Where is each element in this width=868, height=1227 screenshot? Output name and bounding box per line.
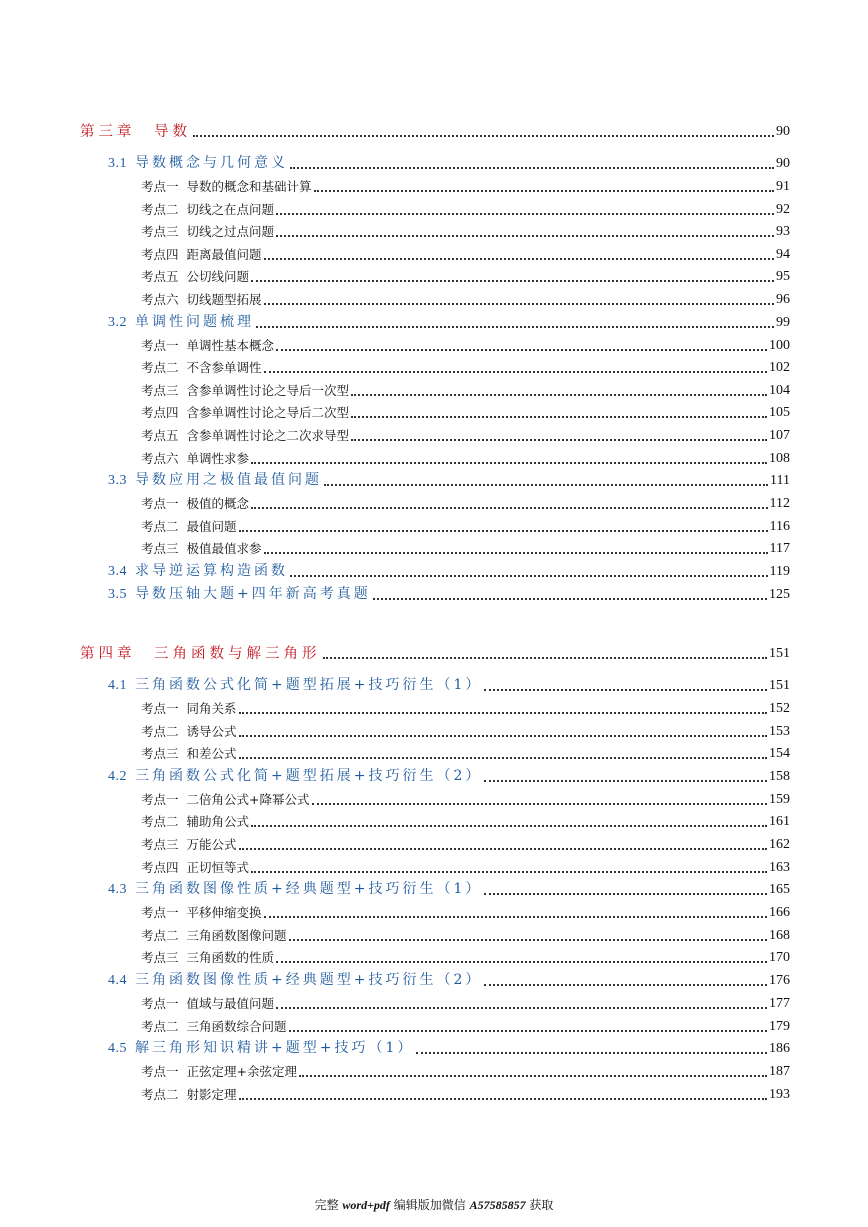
dot-leader xyxy=(276,349,767,351)
exam-point-entry[interactable] xyxy=(141,425,790,445)
section-page-number: 158 xyxy=(769,768,790,784)
section-number: 4.5 xyxy=(108,1041,127,1057)
dot-leader xyxy=(256,326,774,328)
exam-point-title: 正弦定理+余弦定理 xyxy=(186,1064,297,1080)
exam-point-page-number: 112 xyxy=(769,496,790,512)
section-title: 单调性问题梳理 xyxy=(135,313,254,330)
dot-leader xyxy=(239,757,767,759)
section-title: 导数应用之极值最值问题 xyxy=(135,472,322,489)
exam-point-title: 切线题型拓展 xyxy=(186,292,262,307)
exam-point-page-number: 170 xyxy=(769,950,790,966)
section-page-number: 186 xyxy=(769,1041,790,1057)
exam-point-page-number: 105 xyxy=(769,405,790,421)
section-number: 3.4 xyxy=(108,564,127,579)
dot-leader xyxy=(251,507,767,509)
exam-point-tag: 考点二 xyxy=(141,723,179,739)
dot-leader xyxy=(276,213,774,215)
exam-point-label xyxy=(141,337,274,355)
exam-point-tag: 考点二 xyxy=(141,1086,179,1102)
exam-point-page-number: 93 xyxy=(776,224,790,240)
section-label xyxy=(108,154,288,173)
exam-point-label xyxy=(141,518,237,536)
exam-point-tag: 考点一 xyxy=(141,996,179,1011)
section-page-number: 176 xyxy=(769,973,790,988)
exam-point-tag: 考点二 xyxy=(141,360,179,376)
section-label xyxy=(108,313,254,332)
dot-leader xyxy=(264,552,768,554)
section-entry[interactable] xyxy=(108,970,790,990)
footer-wechat-id: A57585857 xyxy=(469,1198,526,1212)
exam-point-entry[interactable] xyxy=(141,1016,790,1036)
dot-leader xyxy=(324,484,768,486)
exam-point-label xyxy=(141,949,274,967)
section-title: 三角函数图像性质+经典题型+技巧衍生（2） xyxy=(135,972,483,988)
exam-point-entry[interactable] xyxy=(141,516,790,536)
footer-post: 获取 xyxy=(525,1198,554,1212)
exam-point-label xyxy=(141,995,274,1013)
exam-point-tag: 考点二 xyxy=(141,814,179,830)
section-number: 4.2 xyxy=(108,768,127,784)
section-label xyxy=(108,562,288,581)
dot-leader xyxy=(290,575,768,577)
exam-point-tag: 考点三 xyxy=(141,837,179,852)
exam-point-page-number: 161 xyxy=(769,814,790,830)
exam-point-tag: 考点一 xyxy=(141,337,179,353)
exam-point-page-number: 187 xyxy=(769,1064,790,1080)
dot-leader xyxy=(276,961,767,963)
footer-mid: 编辑版加微信 xyxy=(389,1198,470,1212)
dot-leader xyxy=(289,1030,767,1032)
section-label xyxy=(108,676,482,695)
dot-leader xyxy=(351,394,767,396)
dot-leader xyxy=(290,167,774,169)
exam-point-tag: 考点一 xyxy=(141,179,179,194)
exam-point-page-number: 177 xyxy=(769,996,790,1011)
exam-point-title: 最值问题 xyxy=(186,518,237,534)
exam-point-page-number: 168 xyxy=(769,927,790,943)
exam-point-tag: 考点一 xyxy=(141,1064,179,1080)
footer-note xyxy=(0,1196,868,1213)
exam-point-title: 切线之过点问题 xyxy=(186,224,275,240)
exam-point-label xyxy=(141,382,349,400)
dot-leader xyxy=(484,780,767,782)
section-entry[interactable] xyxy=(108,879,790,899)
exam-point-entry[interactable] xyxy=(141,925,790,945)
dot-leader xyxy=(193,135,774,137)
section-entry[interactable] xyxy=(108,1038,790,1058)
exam-point-title: 辅助角公式 xyxy=(186,814,250,830)
section-title: 求导逆运算构造函数 xyxy=(135,563,288,579)
section-label xyxy=(108,1039,414,1058)
section-page-number: 151 xyxy=(769,678,790,693)
exam-point-label xyxy=(141,495,249,513)
exam-point-title: 三角函数综合问题 xyxy=(186,1018,287,1034)
section-entry[interactable] xyxy=(108,561,790,581)
dot-leader xyxy=(314,190,774,192)
exam-point-tag: 考点一 xyxy=(141,701,179,716)
exam-point-entry[interactable] xyxy=(141,1061,790,1081)
exam-point-label xyxy=(141,268,249,286)
exam-point-title: 二倍角公式+降幂公式 xyxy=(186,791,310,807)
section-title: 解三角形知识精讲+题型+技巧（1） xyxy=(135,1040,415,1057)
exam-point-page-number: 95 xyxy=(776,269,790,285)
dot-leader xyxy=(484,689,767,691)
exam-point-label xyxy=(141,223,274,241)
exam-point-title: 极值最值求参 xyxy=(186,541,262,557)
exam-point-title: 单调性基本概念 xyxy=(186,337,275,353)
section-page-number: 90 xyxy=(776,156,790,171)
exam-point-tag: 考点五 xyxy=(141,428,179,443)
section-title: 三角函数图像性质+经典题型+技巧衍生（1） xyxy=(135,881,483,898)
exam-point-page-number: 104 xyxy=(769,382,790,398)
section-page-number: 165 xyxy=(769,882,790,898)
dot-leader xyxy=(251,871,767,873)
chapter-entry[interactable] xyxy=(80,643,790,663)
exam-point-title: 含参单调性讨论之二次求导型 xyxy=(186,428,350,443)
exam-point-entry[interactable] xyxy=(141,1084,790,1104)
exam-point-title: 诱导公式 xyxy=(186,723,237,739)
section-label xyxy=(108,471,322,490)
dot-leader xyxy=(484,893,767,895)
exam-point-page-number: 96 xyxy=(776,292,790,307)
section-title: 三角函数公式化简+题型拓展+技巧衍生（2） xyxy=(135,767,483,784)
exam-point-label xyxy=(141,404,349,422)
exam-point-entry[interactable] xyxy=(141,902,790,922)
footer-emphasis: word+pdf xyxy=(342,1198,390,1212)
dot-leader xyxy=(251,825,767,827)
exam-point-title: 值域与最值问题 xyxy=(186,996,275,1011)
exam-point-tag: 考点四 xyxy=(141,405,179,421)
dot-leader xyxy=(264,258,774,260)
section-number: 3.5 xyxy=(108,587,127,602)
dot-leader xyxy=(264,371,767,373)
exam-point-entry[interactable] xyxy=(141,493,790,513)
dot-leader xyxy=(264,303,774,305)
dot-leader xyxy=(373,598,767,600)
dot-leader xyxy=(276,235,774,237)
footer-pre: 完整 xyxy=(314,1198,343,1212)
section-label xyxy=(108,971,482,990)
chapter-entry[interactable] xyxy=(80,121,790,141)
section-number: 4.3 xyxy=(108,882,127,898)
dot-leader xyxy=(416,1052,767,1054)
exam-point-title: 不含参单调性 xyxy=(186,360,262,376)
exam-point-entry[interactable] xyxy=(141,266,790,286)
exam-point-page-number: 152 xyxy=(769,701,790,716)
exam-point-tag: 考点三 xyxy=(141,746,179,762)
exam-point-page-number: 163 xyxy=(769,859,790,875)
dot-leader xyxy=(264,916,767,918)
section-number: 3.3 xyxy=(108,473,127,489)
exam-point-title: 平移伸缩变换 xyxy=(186,905,262,921)
chapter-title: 第三章 导数 xyxy=(80,124,191,140)
exam-point-entry[interactable] xyxy=(141,199,790,219)
exam-point-page-number: 107 xyxy=(769,428,790,443)
exam-point-label xyxy=(141,291,262,309)
section-page-number: 119 xyxy=(769,564,790,579)
section-page-number: 111 xyxy=(770,473,790,489)
exam-point-entry[interactable] xyxy=(141,221,790,241)
dot-leader xyxy=(239,530,768,532)
chapter-page-number: 151 xyxy=(769,646,790,661)
exam-point-page-number: 116 xyxy=(769,518,790,534)
exam-point-label xyxy=(141,813,249,831)
exam-point-title: 距离最值问题 xyxy=(186,246,262,262)
exam-point-entry[interactable] xyxy=(141,698,790,718)
exam-point-title: 极值的概念 xyxy=(186,496,250,512)
exam-point-label xyxy=(141,427,349,445)
exam-point-tag: 考点三 xyxy=(141,224,179,240)
exam-point-page-number: 91 xyxy=(776,179,790,194)
exam-point-entry[interactable] xyxy=(141,721,790,741)
section-page-number: 125 xyxy=(769,587,790,602)
section-entry[interactable] xyxy=(108,470,790,490)
exam-point-title: 射影定理 xyxy=(186,1086,237,1102)
section-label xyxy=(108,585,371,604)
exam-point-label xyxy=(141,723,237,741)
dot-leader xyxy=(239,848,767,850)
exam-point-tag: 考点三 xyxy=(141,382,179,398)
exam-point-page-number: 154 xyxy=(769,746,790,762)
exam-point-title: 导数的概念和基础计算 xyxy=(186,179,312,194)
exam-point-page-number: 100 xyxy=(769,337,790,353)
exam-point-label xyxy=(141,246,262,264)
exam-point-label xyxy=(141,836,237,854)
exam-point-tag: 考点二 xyxy=(141,201,179,217)
exam-point-page-number: 108 xyxy=(769,450,790,466)
dot-leader xyxy=(239,735,767,737)
dot-leader xyxy=(251,462,767,464)
exam-point-label xyxy=(141,450,249,468)
exam-point-entry[interactable] xyxy=(141,380,790,400)
exam-point-title: 公切线问题 xyxy=(186,269,250,285)
exam-point-entry[interactable] xyxy=(141,834,790,854)
dot-leader xyxy=(351,416,767,418)
exam-point-title: 三角函数的性质 xyxy=(186,950,275,966)
exam-point-page-number: 153 xyxy=(769,723,790,739)
exam-point-label xyxy=(141,859,249,877)
exam-point-tag: 考点二 xyxy=(141,518,179,534)
exam-point-label xyxy=(141,904,262,922)
dot-leader xyxy=(484,984,767,986)
section-number: 3.1 xyxy=(108,156,127,171)
dot-leader xyxy=(276,1007,767,1009)
dot-leader xyxy=(239,712,767,714)
exam-point-entry[interactable] xyxy=(141,357,790,377)
exam-point-label xyxy=(141,1086,237,1104)
exam-point-page-number: 162 xyxy=(769,837,790,852)
exam-point-entry[interactable] xyxy=(141,448,790,468)
exam-point-tag: 考点五 xyxy=(141,269,179,285)
exam-point-tag: 考点六 xyxy=(141,292,179,307)
exam-point-label xyxy=(141,201,274,219)
section-number: 4.1 xyxy=(108,678,127,693)
section-number: 3.2 xyxy=(108,314,127,330)
exam-point-page-number: 179 xyxy=(769,1018,790,1034)
exam-point-title: 同角关系 xyxy=(186,701,237,716)
exam-point-label xyxy=(141,745,237,763)
exam-point-entry[interactable] xyxy=(141,743,790,763)
exam-point-label xyxy=(141,540,262,558)
section-entry[interactable] xyxy=(108,153,790,173)
exam-point-label xyxy=(141,1018,287,1036)
section-number: 4.4 xyxy=(108,973,127,988)
dot-leader xyxy=(312,803,768,805)
section-title: 导数压轴大题+四年新高考真题 xyxy=(135,586,371,602)
dot-leader xyxy=(289,939,767,941)
exam-point-tag: 考点三 xyxy=(141,541,179,557)
exam-point-entry[interactable] xyxy=(141,538,790,558)
dot-leader xyxy=(351,439,767,441)
exam-point-entry[interactable] xyxy=(141,176,790,196)
exam-point-title: 含参单调性讨论之导后二次型 xyxy=(186,405,350,421)
exam-point-tag: 考点四 xyxy=(141,859,179,875)
exam-point-label xyxy=(141,700,237,718)
exam-point-label xyxy=(141,178,312,196)
exam-point-tag: 考点六 xyxy=(141,450,179,466)
exam-point-entry[interactable] xyxy=(141,402,790,422)
exam-point-page-number: 94 xyxy=(776,246,790,262)
section-label xyxy=(108,767,482,786)
exam-point-label xyxy=(141,359,262,377)
exam-point-title: 含参单调性讨论之导后一次型 xyxy=(186,382,350,398)
exam-point-title: 正切恒等式 xyxy=(186,859,250,875)
dot-leader xyxy=(239,1098,767,1100)
exam-point-entry[interactable] xyxy=(141,789,790,809)
exam-point-label xyxy=(141,1063,297,1081)
chapter-title: 第四章 三角函数与解三角形 xyxy=(80,646,321,662)
section-label xyxy=(108,880,482,899)
exam-point-title: 三角函数图像问题 xyxy=(186,927,287,943)
exam-point-tag: 考点二 xyxy=(141,1018,179,1034)
dot-leader xyxy=(323,657,768,659)
exam-point-entry[interactable] xyxy=(141,857,790,877)
exam-point-entry[interactable] xyxy=(141,811,790,831)
exam-point-page-number: 193 xyxy=(769,1086,790,1102)
exam-point-label xyxy=(141,927,287,945)
exam-point-title: 单调性求参 xyxy=(186,450,250,466)
exam-point-tag: 考点三 xyxy=(141,950,179,966)
exam-point-entry[interactable] xyxy=(141,244,790,264)
dot-leader xyxy=(251,280,774,282)
section-entry[interactable] xyxy=(108,584,790,604)
exam-point-title: 和差公式 xyxy=(186,746,237,762)
section-entry[interactable] xyxy=(108,766,790,786)
exam-point-page-number: 117 xyxy=(769,541,790,557)
section-page-number: 99 xyxy=(776,314,790,330)
exam-point-label xyxy=(141,791,310,809)
section-entry[interactable] xyxy=(108,675,790,695)
section-title: 三角函数公式化简+题型拓展+技巧衍生（1） xyxy=(135,677,483,693)
exam-point-entry[interactable] xyxy=(141,335,790,355)
exam-point-entry[interactable] xyxy=(141,947,790,967)
dot-leader xyxy=(299,1075,767,1077)
exam-point-tag: 考点一 xyxy=(141,905,179,921)
exam-point-page-number: 92 xyxy=(776,201,790,217)
exam-point-title: 切线之在点问题 xyxy=(186,201,275,217)
section-entry[interactable] xyxy=(108,312,790,332)
exam-point-page-number: 166 xyxy=(769,905,790,921)
exam-point-tag: 考点一 xyxy=(141,496,179,512)
exam-point-tag: 考点一 xyxy=(141,791,179,807)
exam-point-entry[interactable] xyxy=(141,993,790,1013)
exam-point-page-number: 159 xyxy=(769,791,790,807)
exam-point-entry[interactable] xyxy=(141,289,790,309)
chapter-page-number: 90 xyxy=(776,124,790,139)
exam-point-page-number: 102 xyxy=(769,360,790,376)
exam-point-tag: 考点四 xyxy=(141,246,179,262)
section-title: 导数概念与几何意义 xyxy=(135,155,288,171)
exam-point-tag: 考点二 xyxy=(141,927,179,943)
exam-point-title: 万能公式 xyxy=(186,837,237,852)
